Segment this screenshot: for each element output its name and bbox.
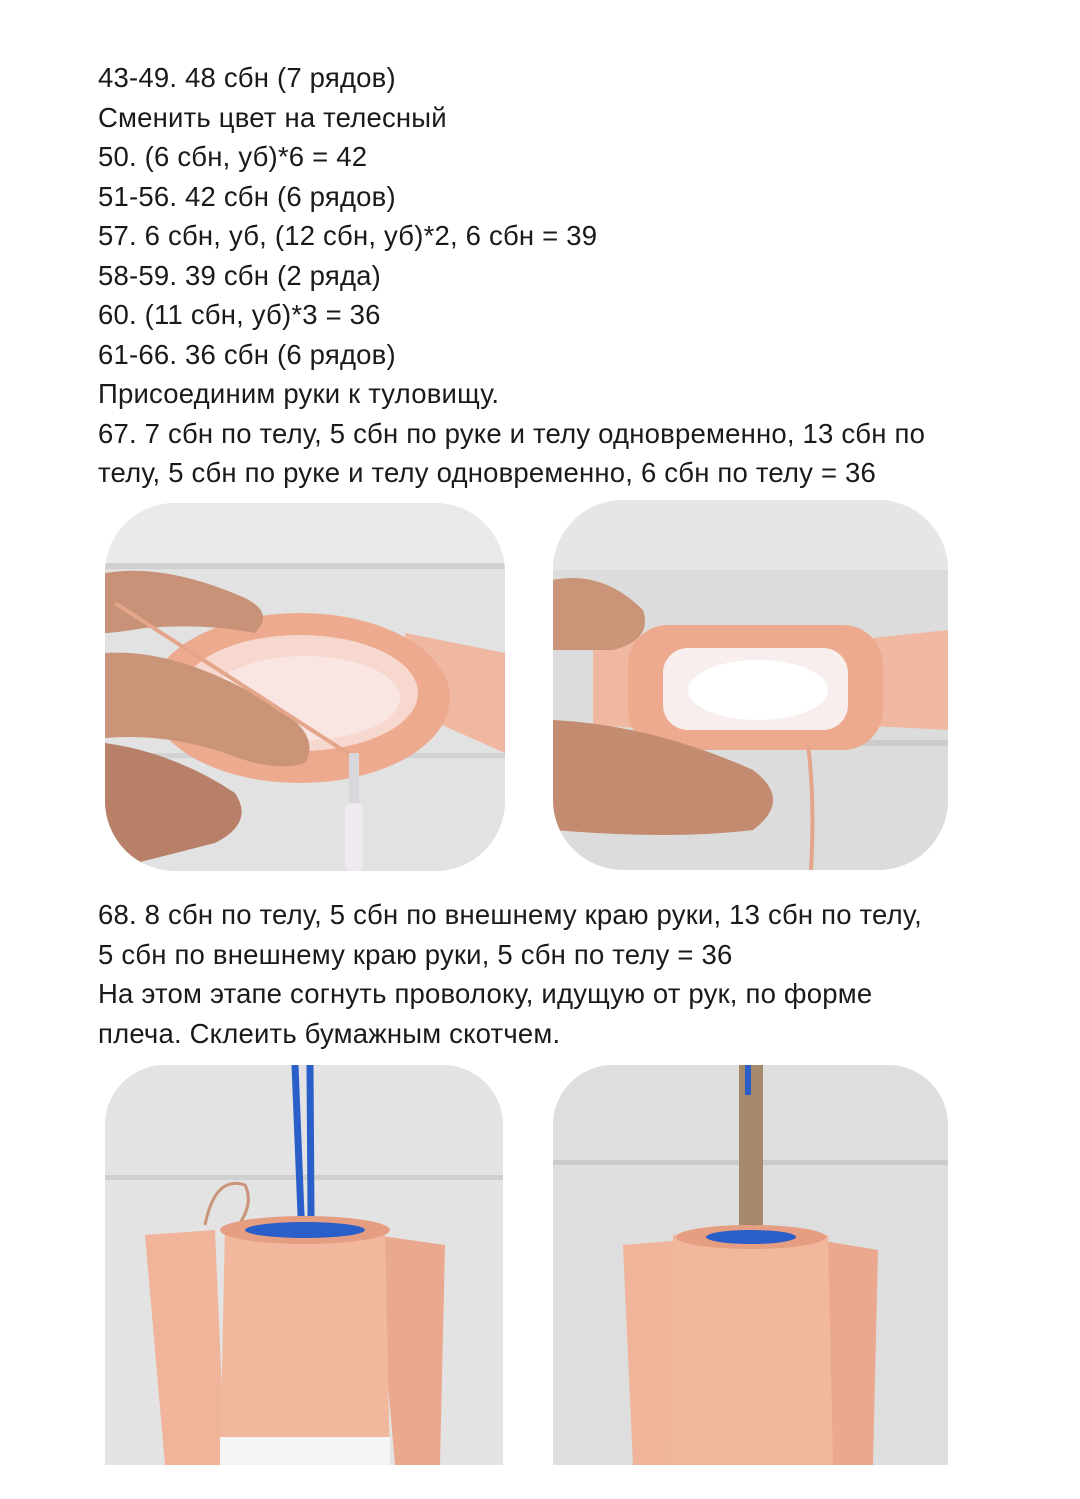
instruction-line: 61-66. 36 сбн (6 рядов) — [98, 338, 396, 370]
instruction-line: 5 сбн по внешнему краю руки, 5 сбн по телу = 36 — [98, 938, 733, 970]
instruction-line: Присоединим руки к туловищу. — [98, 378, 500, 409]
instructions-top — [98, 58, 998, 493]
instruction-line: 58-59. 39 сбн (2 ряда) — [98, 259, 382, 291]
instructions-bottom — [98, 895, 998, 1053]
photo-doll-bent-wire — [105, 1065, 503, 1465]
instruction-line: 60. (11 сбн, уб)*3 = 36 — [98, 299, 381, 330]
instruction-line: 68. 8 сбн по телу, 5 сбн по внешнему краю руки, 13 сбн по телу, — [98, 899, 922, 930]
photo-crochet-hook-joining — [105, 503, 505, 871]
instruction-line: телу, 5 сбн по руке и телу одновременно, 6 сбн по телу = 36 — [98, 457, 877, 488]
instruction-line: плеча. Склеить бумажным скотчем. — [98, 1017, 561, 1049]
instruction-line: 67. 7 сбн по телу, 5 сбн по руке и телу одновременно, 13 сбн по — [98, 417, 926, 449]
photo-doll-taped-wire — [553, 1065, 948, 1465]
instruction-line: 50. (6 сбн, уб)*6 = 42 — [98, 141, 368, 172]
instruction-line: Сменить цвет на телесный — [98, 101, 447, 133]
instruction-line: 51-56. 42 сбн (6 рядов) — [98, 180, 396, 212]
instruction-line: 43-49. 48 сбн (7 рядов) — [98, 62, 396, 93]
instruction-line: На этом этапе согнуть проволоку, идущую от рук, по форме — [98, 978, 873, 1009]
photo-body-with-stuffing — [553, 500, 948, 870]
instruction-line: 57. 6 сбн, уб, (12 сбн, уб)*2, 6 сбн = 39 — [98, 220, 598, 251]
